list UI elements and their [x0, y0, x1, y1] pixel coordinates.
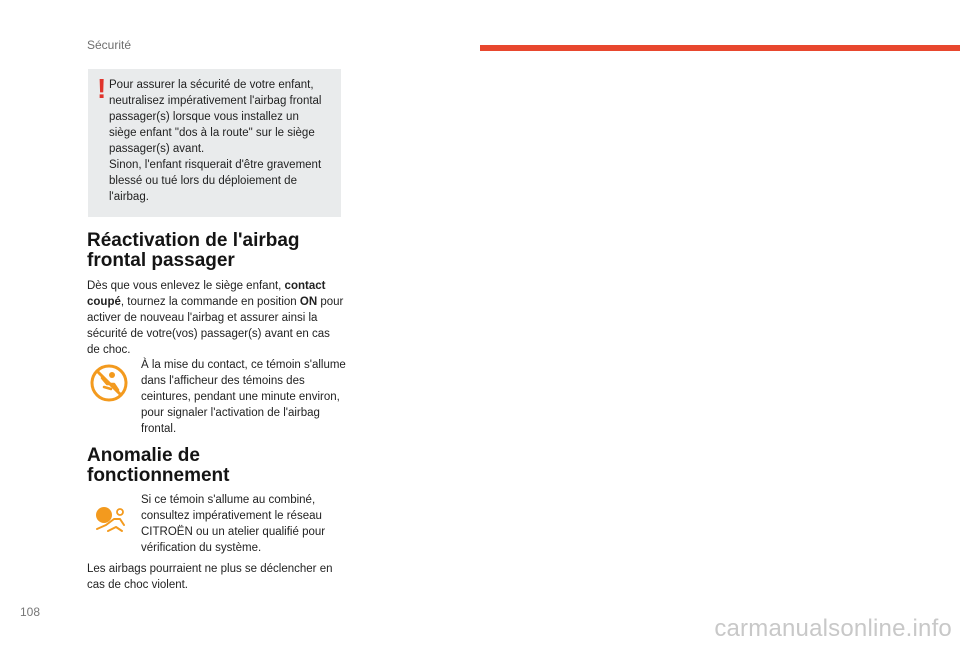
- airbag-fault-warning-icon: [94, 505, 128, 540]
- warning-box: [88, 69, 341, 217]
- section-label: Sécurité: [87, 38, 132, 52]
- reactivation-paragraph: Dès que vous enlevez le siège enfant, contact coupé, tournez la commande en position ON pour activer de nouveau l'airbag et assurer ainsi la sécurité de votre(vos) passager(s) avant en cas de choc.: [87, 280, 344, 356]
- malfunction-closing-paragraph: Les airbags pourraient ne plus se déclencher en cas de choc violent.: [87, 563, 333, 591]
- malfunction-heading: Anomalie de fonctionnement: [87, 445, 230, 486]
- reactivation-heading: Réactivation de l'airbag frontal passager: [87, 230, 300, 271]
- airbag-off-warning-icon: [88, 362, 130, 409]
- warning-exclamation-icon: !: [97, 73, 107, 104]
- warning-text: Pour assurer la sécurité de votre enfant, neutralisez impérativement l'airbag frontal passager(s) lorsque vous installez un siège enfant "dos à la route" sur le siège passager(s) avant. Sinon, l'enfant risquerait d'être gravement blessé ou tué lors du déploiement de l'airbag.: [109, 79, 322, 203]
- airbag-activation-text: À la mise du contact, ce témoin s'allume dans l'afficheur des témoins des ceintures, pendant une minute environ, pour signaler l'activation de l'airbag frontal.: [141, 359, 346, 435]
- page-number: 108: [20, 605, 41, 619]
- header-accent-rule: [480, 45, 960, 51]
- malfunction-icon-text: Si ce témoin s'allume au combiné, consultez impérativement le réseau CITROËN ou un atelier qualifié pour vérification du système.: [141, 494, 326, 554]
- watermark: carmanualsonline.info: [714, 615, 952, 642]
